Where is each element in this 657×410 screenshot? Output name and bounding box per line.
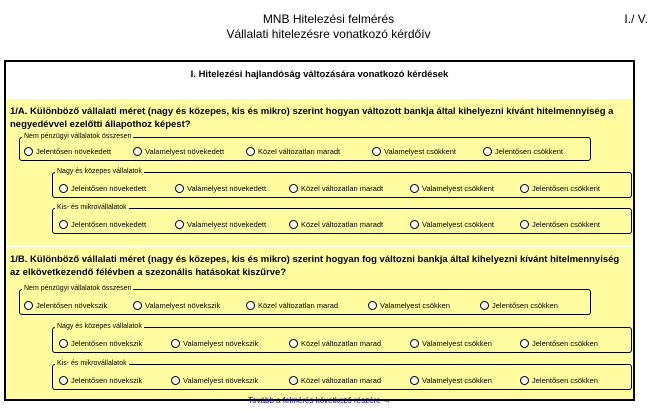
question-1b-text: 1/B. Különböző vállalati méret (nagy és közepes, kis és mikro) szerint hogyan fog változni bankja által kihelyezni kívánt hitelmennyiség az elkövetkezendő félévben a szezonális hatásokat kiszűrve?: [10, 254, 620, 278]
option-label: Valamelyest növekszik: [183, 339, 259, 348]
option-label: Jelentősen csökkent: [495, 147, 563, 156]
option-1b-small-5[interactable]: [520, 376, 598, 385]
radio-button[interactable]: [24, 147, 33, 156]
option-label: Közel változatlan maradt: [301, 220, 384, 229]
option-1b-small-1[interactable]: [59, 376, 142, 385]
radio-button[interactable]: [520, 184, 529, 193]
radio-button[interactable]: [410, 376, 419, 385]
page-indicator: I./ V.: [624, 12, 648, 26]
option-label: Valamelyest növekedett: [187, 184, 267, 193]
group-label: Nagy és közepes vállalatok: [57, 168, 142, 175]
option-1b-small-2[interactable]: [171, 376, 258, 385]
option-label: Valamelyest csökken: [380, 301, 450, 310]
option-label: Jelentősen csökken: [492, 301, 558, 310]
option-1a-small-2[interactable]: [175, 220, 266, 229]
radio-button[interactable]: [289, 184, 298, 193]
option-label: Közel változatlan maradt: [301, 184, 384, 193]
option-1a-total-5[interactable]: [483, 147, 563, 156]
option-label: Jelentősen csökken: [532, 339, 598, 348]
question-1a-panel: [6, 99, 633, 245]
survey-title: MNB Hitelezési felmérés: [262, 12, 395, 26]
option-1a-large-5[interactable]: [520, 184, 600, 193]
option-1a-small-5[interactable]: [520, 220, 600, 229]
radio-button[interactable]: [59, 184, 68, 193]
radio-button[interactable]: [289, 376, 298, 385]
radio-button[interactable]: [175, 184, 184, 193]
option-label: Jelentősen növekedett: [71, 220, 147, 229]
option-1b-total-5[interactable]: [480, 301, 558, 310]
option-label: Valamelyest csökkent: [384, 147, 456, 156]
radio-button[interactable]: [133, 301, 142, 310]
next-section-link[interactable]: Tovább a felmérés következő részére →: [248, 396, 391, 405]
option-label: Valamelyest növekszik: [183, 376, 259, 385]
option-1b-large-3[interactable]: [289, 339, 381, 348]
option-1a-large-2[interactable]: [175, 184, 266, 193]
group-1b-total: [19, 285, 591, 315]
option-1b-small-3[interactable]: [289, 376, 381, 385]
group-label: Nem pénzügyi vállalatok összesen: [24, 133, 132, 140]
option-label: Közel változatlan marad: [258, 301, 339, 310]
option-label: Jelentősen csökkent: [532, 184, 600, 193]
option-1b-total-4[interactable]: [368, 301, 450, 310]
group-1a-small: [52, 204, 632, 234]
question-1b-panel: [6, 247, 633, 399]
survey-subtitle: Vállalati hitelezésre vonatkozó kérdőív: [226, 27, 431, 41]
option-label: Közel változatlan marad: [301, 339, 382, 348]
radio-button[interactable]: [520, 220, 529, 229]
option-1a-total-2[interactable]: [133, 147, 224, 156]
radio-button[interactable]: [483, 147, 492, 156]
radio-button[interactable]: [289, 339, 298, 348]
option-1b-small-4[interactable]: [410, 376, 492, 385]
radio-button[interactable]: [520, 339, 529, 348]
option-label: Valamelyest csökken: [422, 376, 492, 385]
radio-button[interactable]: [24, 301, 33, 310]
option-label: Jelentősen növekszik: [71, 376, 143, 385]
radio-button[interactable]: [410, 339, 419, 348]
option-1b-large-5[interactable]: [520, 339, 598, 348]
option-label: Jelentősen csökken: [532, 376, 598, 385]
radio-button[interactable]: [480, 301, 489, 310]
option-1b-large-1[interactable]: [59, 339, 142, 348]
option-label: Valamelyest növekedett: [187, 220, 267, 229]
option-1a-total-4[interactable]: [372, 147, 456, 156]
option-1b-large-2[interactable]: [171, 339, 258, 348]
group-1a-large: [52, 168, 632, 198]
option-1a-total-3[interactable]: [246, 147, 340, 156]
radio-button[interactable]: [171, 376, 180, 385]
radio-button[interactable]: [520, 376, 529, 385]
radio-button[interactable]: [175, 220, 184, 229]
group-1b-small: [52, 360, 632, 390]
option-label: Jelentősen növekedett: [36, 147, 112, 156]
option-label: Közel változatlan maradt: [258, 147, 341, 156]
group-label: Kis- és mikrovállalatok: [57, 360, 127, 367]
radio-button[interactable]: [59, 376, 68, 385]
option-label: Valamelyest csökken: [422, 339, 492, 348]
survey-form: [4, 60, 635, 405]
option-1a-large-1[interactable]: [59, 184, 146, 193]
group-1a-total: [19, 133, 591, 161]
option-label: Jelentősen csökkent: [532, 220, 600, 229]
option-1a-small-4[interactable]: [410, 220, 494, 229]
radio-button[interactable]: [171, 339, 180, 348]
radio-button[interactable]: [59, 220, 68, 229]
option-label: Jelentősen növekszik: [36, 301, 108, 310]
section-title: I. Hitelezési hajlandóság változására vonatkozó kérdések: [190, 69, 449, 80]
option-1b-total-2[interactable]: [133, 301, 220, 310]
radio-button[interactable]: [368, 301, 377, 310]
radio-button[interactable]: [289, 220, 298, 229]
option-1a-small-1[interactable]: [59, 220, 146, 229]
option-1a-small-3[interactable]: [289, 220, 383, 229]
radio-button[interactable]: [59, 339, 68, 348]
option-1a-total-1[interactable]: [24, 147, 111, 156]
question-1a-text: 1/A. Különböző vállalati méret (nagy és közepes, kis és mikro) szerint hogyan változott bankja által kihelyezni kívánt hitelmennyiség a negyedévvel ezelőtti állapothoz képest?: [10, 106, 614, 130]
group-label: Kis- és mikrovállalatok: [57, 204, 127, 211]
option-1a-large-4[interactable]: [410, 184, 494, 193]
radio-button[interactable]: [372, 147, 381, 156]
option-label: Valamelyest csökkent: [422, 220, 494, 229]
radio-button[interactable]: [410, 184, 419, 193]
group-label: Nagy és közepes vállalatok: [57, 323, 142, 330]
radio-button[interactable]: [246, 301, 255, 310]
radio-button[interactable]: [246, 147, 255, 156]
option-label: Jelentősen növekszik: [71, 339, 143, 348]
option-label: Valamelyest csökkent: [422, 184, 494, 193]
option-label: Jelentősen növekedett: [71, 184, 147, 193]
option-label: Valamelyest növekszik: [145, 301, 221, 310]
option-1b-total-1[interactable]: [24, 301, 107, 310]
option-1a-large-3[interactable]: [289, 184, 383, 193]
group-label: Nem pénzügyi vállalatok összesen: [24, 285, 132, 292]
radio-button[interactable]: [133, 147, 142, 156]
option-1b-total-3[interactable]: [246, 301, 338, 310]
option-label: Valamelyest növekedett: [145, 147, 225, 156]
option-label: Közel változatlan marad: [301, 376, 382, 385]
radio-button[interactable]: [410, 220, 419, 229]
option-1b-large-4[interactable]: [410, 339, 492, 348]
group-1b-large: [52, 323, 632, 353]
